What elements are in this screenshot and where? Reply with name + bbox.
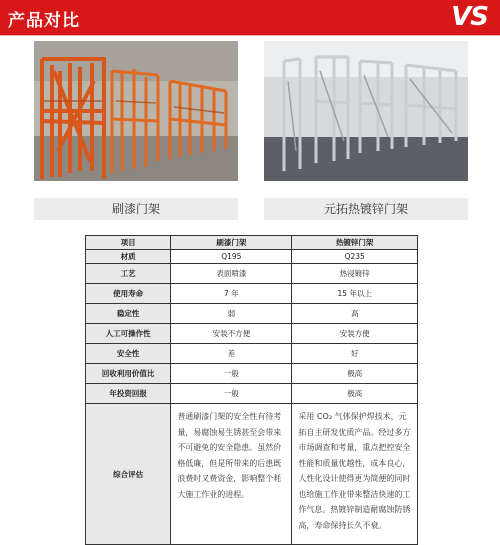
row-label: 材质 (86, 250, 171, 264)
galvanized-value: Q235 (292, 250, 418, 264)
row-label: 工艺 (86, 264, 171, 284)
painted-frame-photo (34, 41, 238, 181)
vs-badge: VS (451, 2, 488, 32)
row-label: 回收利用价值比 (86, 364, 171, 384)
painted-value: 弱 (171, 304, 292, 324)
galvanized-value: 热浸镀锌 (292, 264, 418, 284)
galvanized-value: 安装方便 (292, 324, 418, 344)
galvanized-value: 15 年以上 (292, 284, 418, 304)
table-row (86, 264, 418, 284)
painted-value: 表面喷漆 (171, 264, 292, 284)
table-row (86, 364, 418, 384)
painted-summary: 普通刷漆门架的安全性有待考量，易腐蚀易生锈甚至会带来不可避免的安全隐患。虽然价格低廉，但是所带来的后患既浪费时又费资金，影响整个耗大施工作业的进程。 (171, 404, 292, 545)
summary-row (86, 404, 418, 545)
painted-value: Q195 (171, 250, 292, 264)
galvanized-summary: 采用 CO₂ 气体保护焊技术，元拓自主研发优质产品。经过多方市场调查和考量，重点把控安全性能和质量优越性，成本良心，人性化设计使得更为简便的同时也给施工作业带来整洁快速的工作气息。热镀锌制造耐腐蚀防锈高，寿命保持长久不衰。 (292, 404, 418, 545)
galvanized-value: 极高 (292, 384, 418, 404)
painted-frame-caption: 刷漆门架 (34, 198, 238, 220)
painted-value: 一般 (171, 364, 292, 384)
summary-label: 综合评估 (86, 404, 171, 545)
row-label: 人工可操作性 (86, 324, 171, 344)
header-divider (0, 35, 500, 36)
comparison-table (85, 235, 418, 545)
table-row (86, 284, 418, 304)
row-label: 使用寿命 (86, 284, 171, 304)
galvanized-frame-photo (264, 41, 468, 181)
header-item: 项目 (86, 236, 171, 250)
painted-value: 一般 (171, 384, 292, 404)
header-galvanized: 热镀锌门架 (292, 236, 418, 250)
header-bar (0, 0, 500, 35)
galvanized-value: 高 (292, 304, 418, 324)
table-row (86, 384, 418, 404)
galvanized-value: 好 (292, 344, 418, 364)
row-label: 年投资回报 (86, 384, 171, 404)
row-label: 稳定性 (86, 304, 171, 324)
painted-value: 安装不方便 (171, 324, 292, 344)
header-title: 产品对比 (8, 11, 80, 31)
painted-value: 差 (171, 344, 292, 364)
galvanized-frame-caption: 元拓热镀锌门架 (264, 198, 468, 220)
header-painted: 刷漆门架 (171, 236, 292, 250)
table-header-row (86, 236, 418, 250)
row-label: 安全性 (86, 344, 171, 364)
table-row (86, 250, 418, 264)
painted-value: 7 年 (171, 284, 292, 304)
table-row (86, 304, 418, 324)
table-row (86, 344, 418, 364)
galvanized-value: 极高 (292, 364, 418, 384)
table-row (86, 324, 418, 344)
